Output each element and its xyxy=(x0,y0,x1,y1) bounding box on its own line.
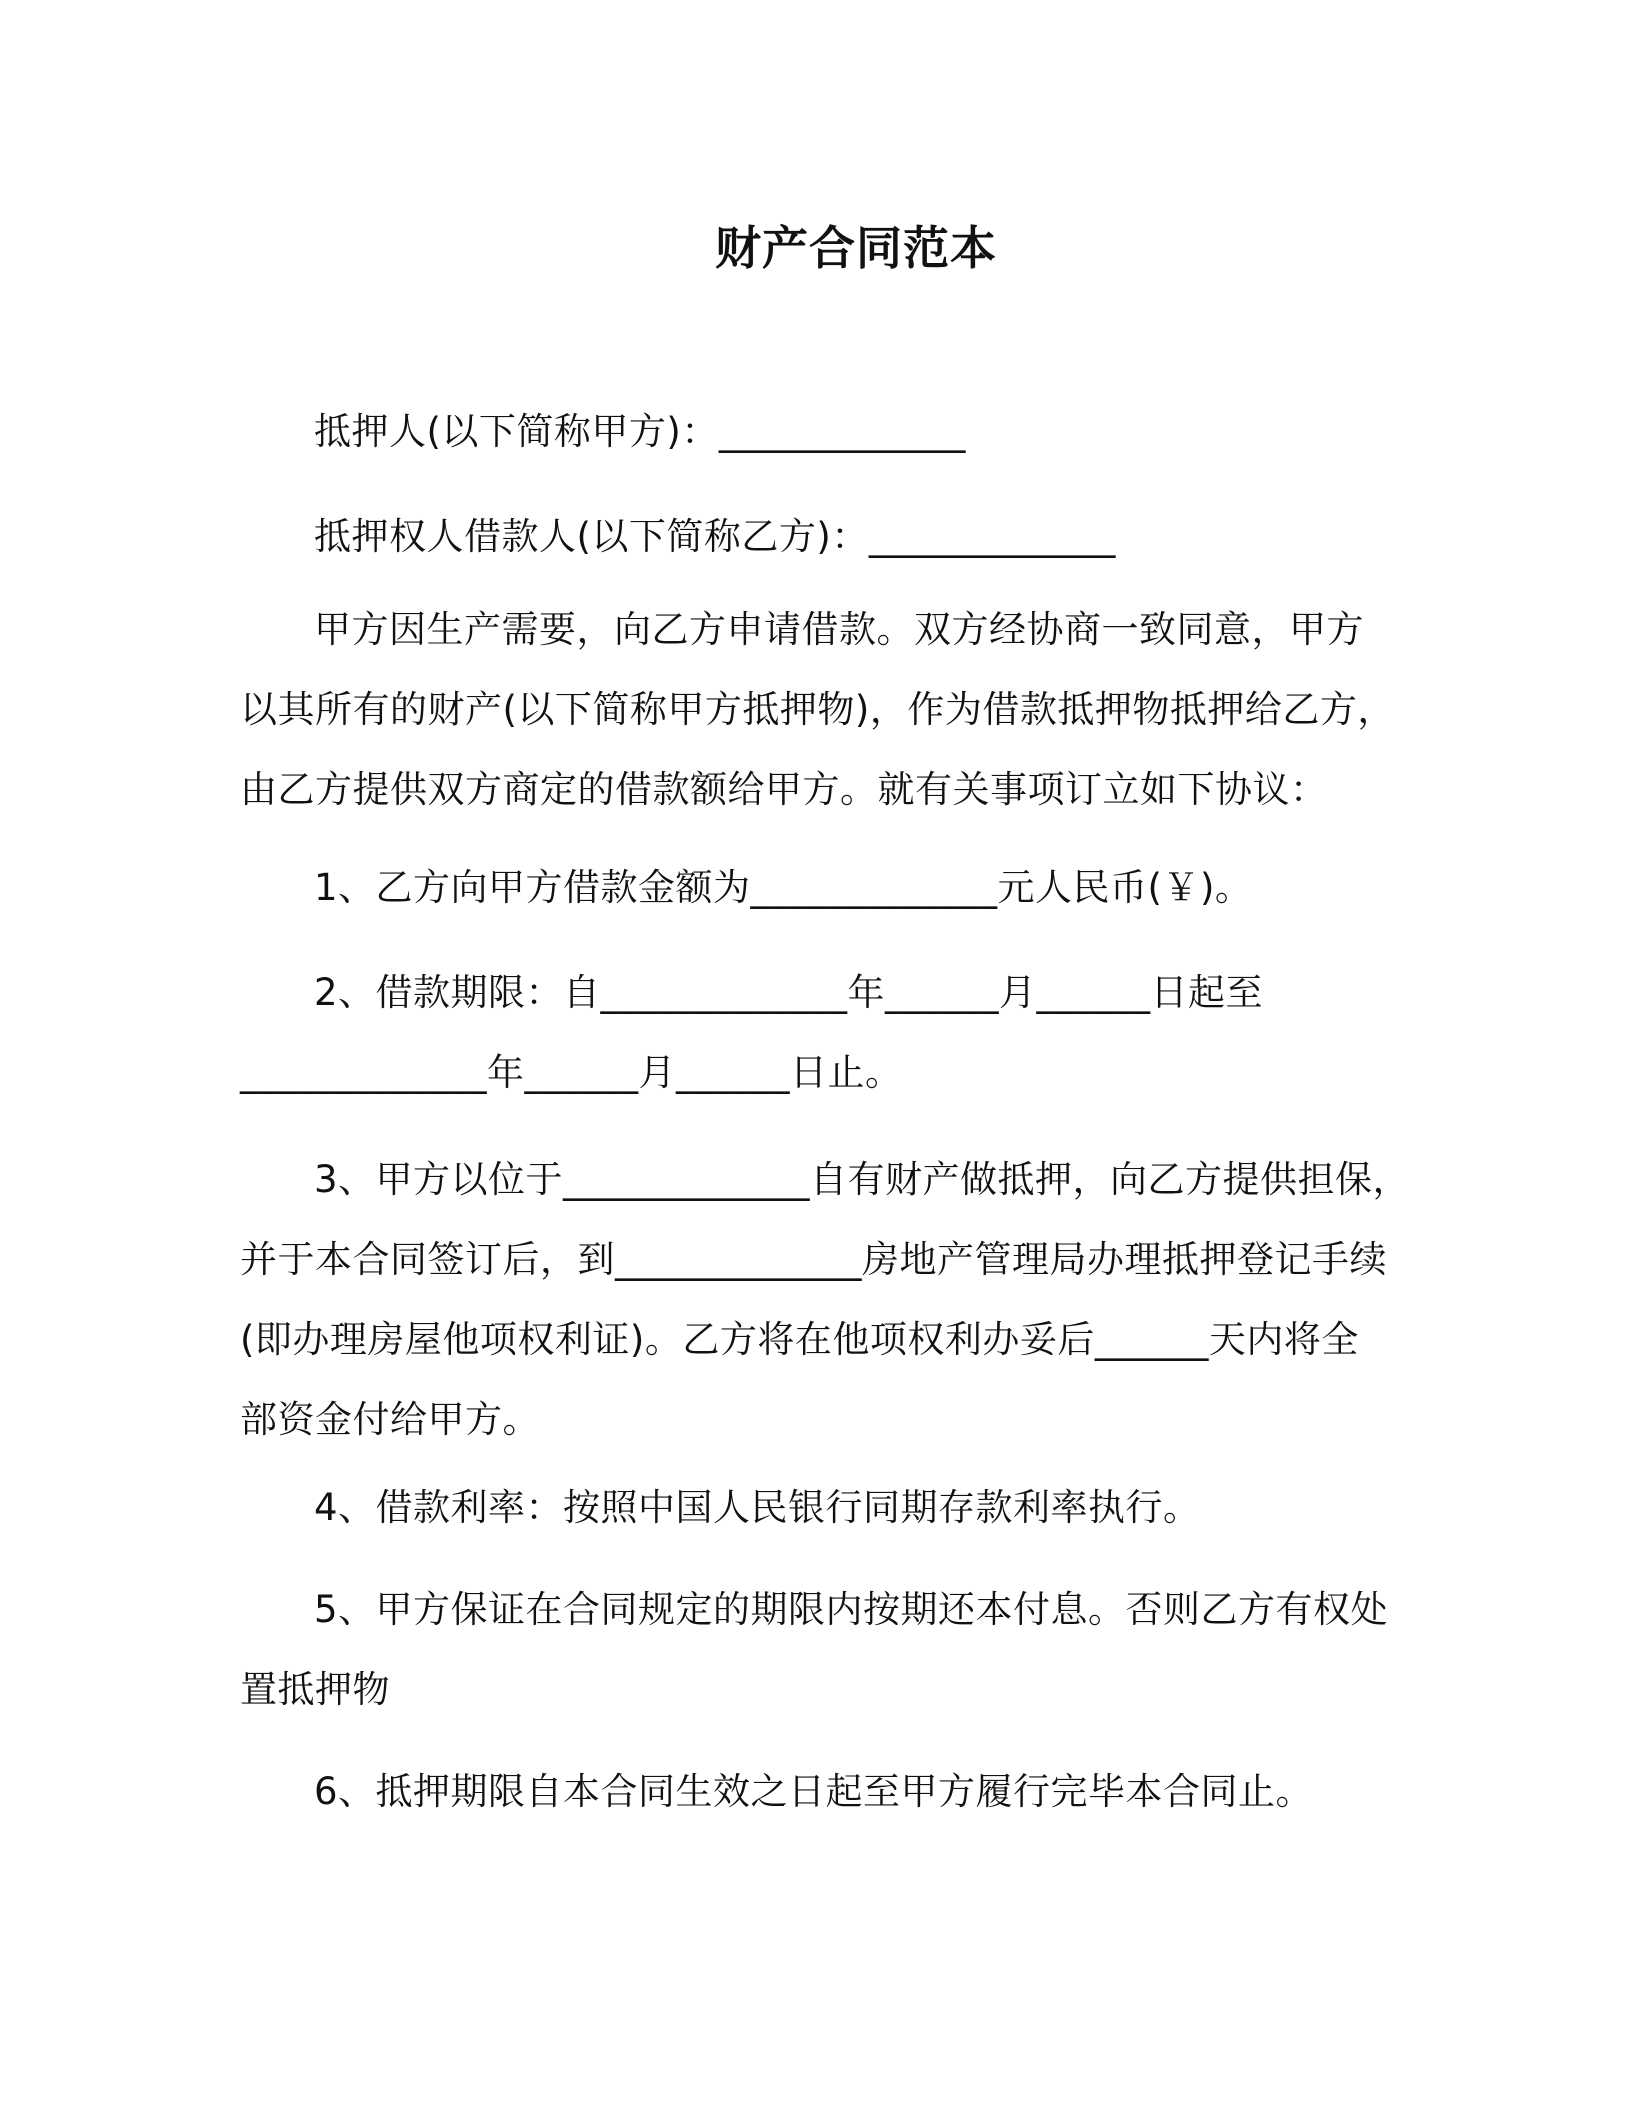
document-title: 财产合同范本 xyxy=(715,221,997,275)
intro-line: 甲方因生产需要，向乙方申请借款。双方经协商一致同意，甲方 xyxy=(314,608,1364,651)
clause-line: _____________年______月______日止。 xyxy=(240,1051,903,1094)
intro-line: 以其所有的财产(以下简称甲方抵押物)，作为借款抵押物抵押给乙方， xyxy=(240,688,1395,731)
clause-line: 1、乙方向甲方借款金额为_____________元人民币(￥)。 xyxy=(314,866,1253,909)
clause-1 xyxy=(240,848,1390,928)
party-b-line xyxy=(240,497,1390,577)
clause-line: 置抵押物 xyxy=(240,1668,390,1711)
clause-line: 3、甲方以位于_____________自有财产做抵押，向乙方提供担保， xyxy=(314,1158,1411,1201)
party-a-line xyxy=(240,392,1390,472)
clause-2 xyxy=(240,953,1390,1113)
intro-paragraph xyxy=(240,590,1395,830)
clause-5 xyxy=(240,1570,1390,1730)
clause-line: 部资金付给甲方。 xyxy=(240,1398,540,1441)
party-a-text: 抵押人(以下简称甲方)：_____________ xyxy=(314,410,966,453)
clause-3 xyxy=(240,1140,1411,1460)
clause-line: 4、借款利率：按照中国人民银行同期存款利率执行。 xyxy=(314,1486,1201,1529)
clause-line: 6、抵押期限自本合同生效之日起至甲方履行完毕本合同止。 xyxy=(314,1770,1314,1813)
clause-line: (即办理房屋他项权利证)。乙方将在他项权利办妥后______天内将全 xyxy=(240,1318,1359,1361)
clause-6 xyxy=(240,1752,1390,1832)
clause-line: 并于本合同签订后，到_____________房地产管理局办理抵押登记手续 xyxy=(240,1238,1387,1281)
clause-4 xyxy=(240,1468,1390,1548)
intro-line: 由乙方提供双方商定的借款额给甲方。就有关事项订立如下协议： xyxy=(240,768,1328,811)
clause-line: 5、甲方保证在合同规定的期限内按期还本付息。否则乙方有权处 xyxy=(314,1588,1389,1631)
clause-line: 2、借款期限：自_____________年______月______日起至 xyxy=(314,971,1264,1014)
party-b-text: 抵押权人借款人(以下简称乙方)：_____________ xyxy=(314,515,1116,558)
